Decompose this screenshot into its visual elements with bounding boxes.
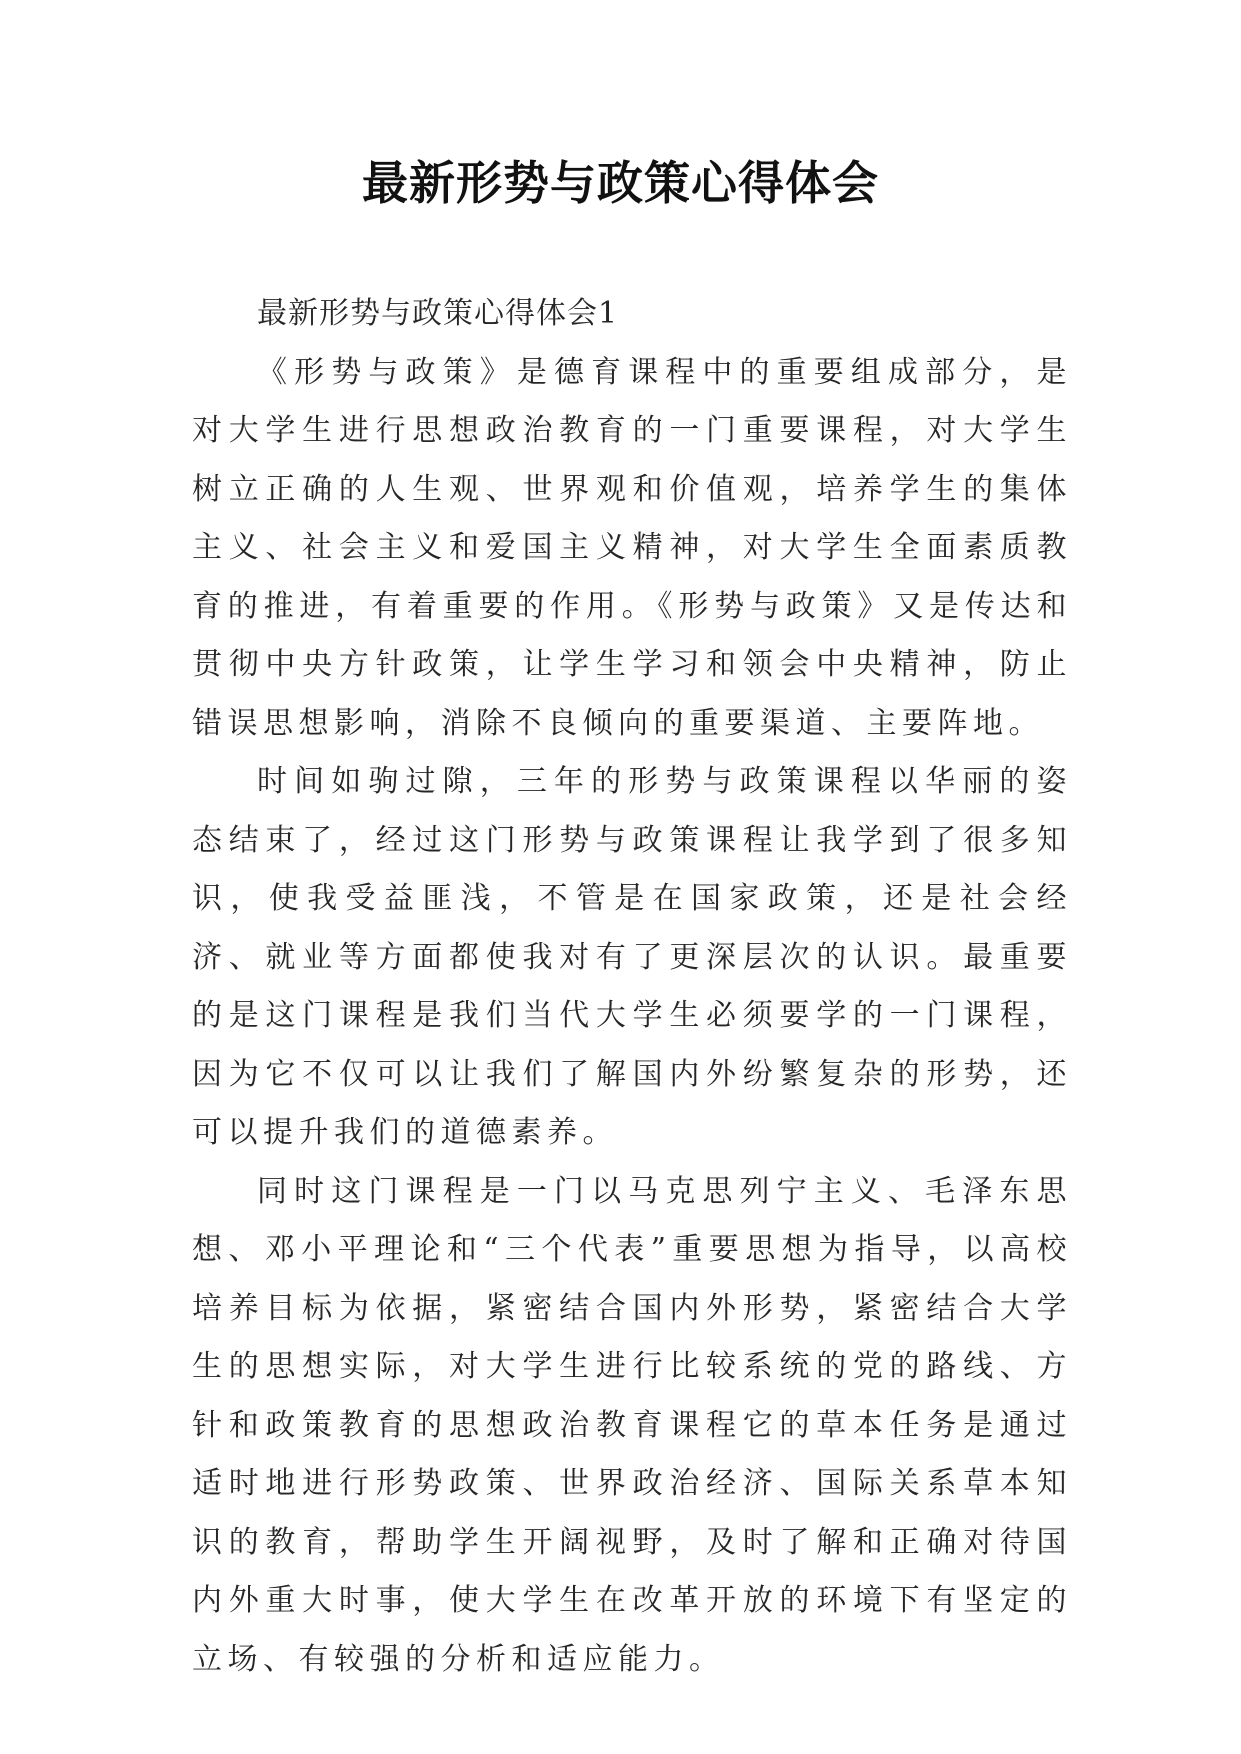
paragraph: 同时这门课程是一门以马克思列宁主义、毛泽东思想、邓小平理论和“三个代表”重要思想为指导，以高校培养目标为依据，紧密结合国内外形势，紧密结合大学生的思想实际，对大学生进行比较系统的党的路线、方针和政策教育的思想政治教育课程它的草本任务是通过适时地进行形势政策、世界政治经济、国际关系草本知识的教育，帮助学生开阔视野，及时了解和正确对待国内外重大时事，使大学生在改革开放的环境下有坚定的立场、有较强的分析和适应能力。 [192,1173,1072,1677]
document-body [192,285,1072,1689]
document-title: 最新形势与政策心得体会 [362,156,879,210]
paragraph: 《形势与政策》是德育课程中的重要组成部分，是对大学生进行思想政治教育的一门重要课程，对大学生树立正确的人生观、世界观和价值观，培养学生的集体主义、社会主义和爱国主义精神，对大学生全面素质教育的推进，有着重要的作用。《形势与政策》又是传达和贯彻中央方针政策，让学生学习和领会中央精神，防止错误思想影响，消除不良倾向的重要渠道、主要阵地。 [192,354,1072,741]
paragraph: 时间如驹过隙，三年的形势与政策课程以华丽的姿态结束了，经过这门形势与政策课程让我学到了很多知识，使我受益匪浅，不管是在国家政策，还是社会经济、就业等方面都使我对有了更深层次的认识。最重要的是这门课程是我们当代大学生必须要学的一门课程，因为它不仅可以让我们了解国内外纷繁复杂的形势，还可以提升我们的道德素养。 [192,764,1072,1150]
section-heading: 最新形势与政策心得体会1 [257,296,619,331]
